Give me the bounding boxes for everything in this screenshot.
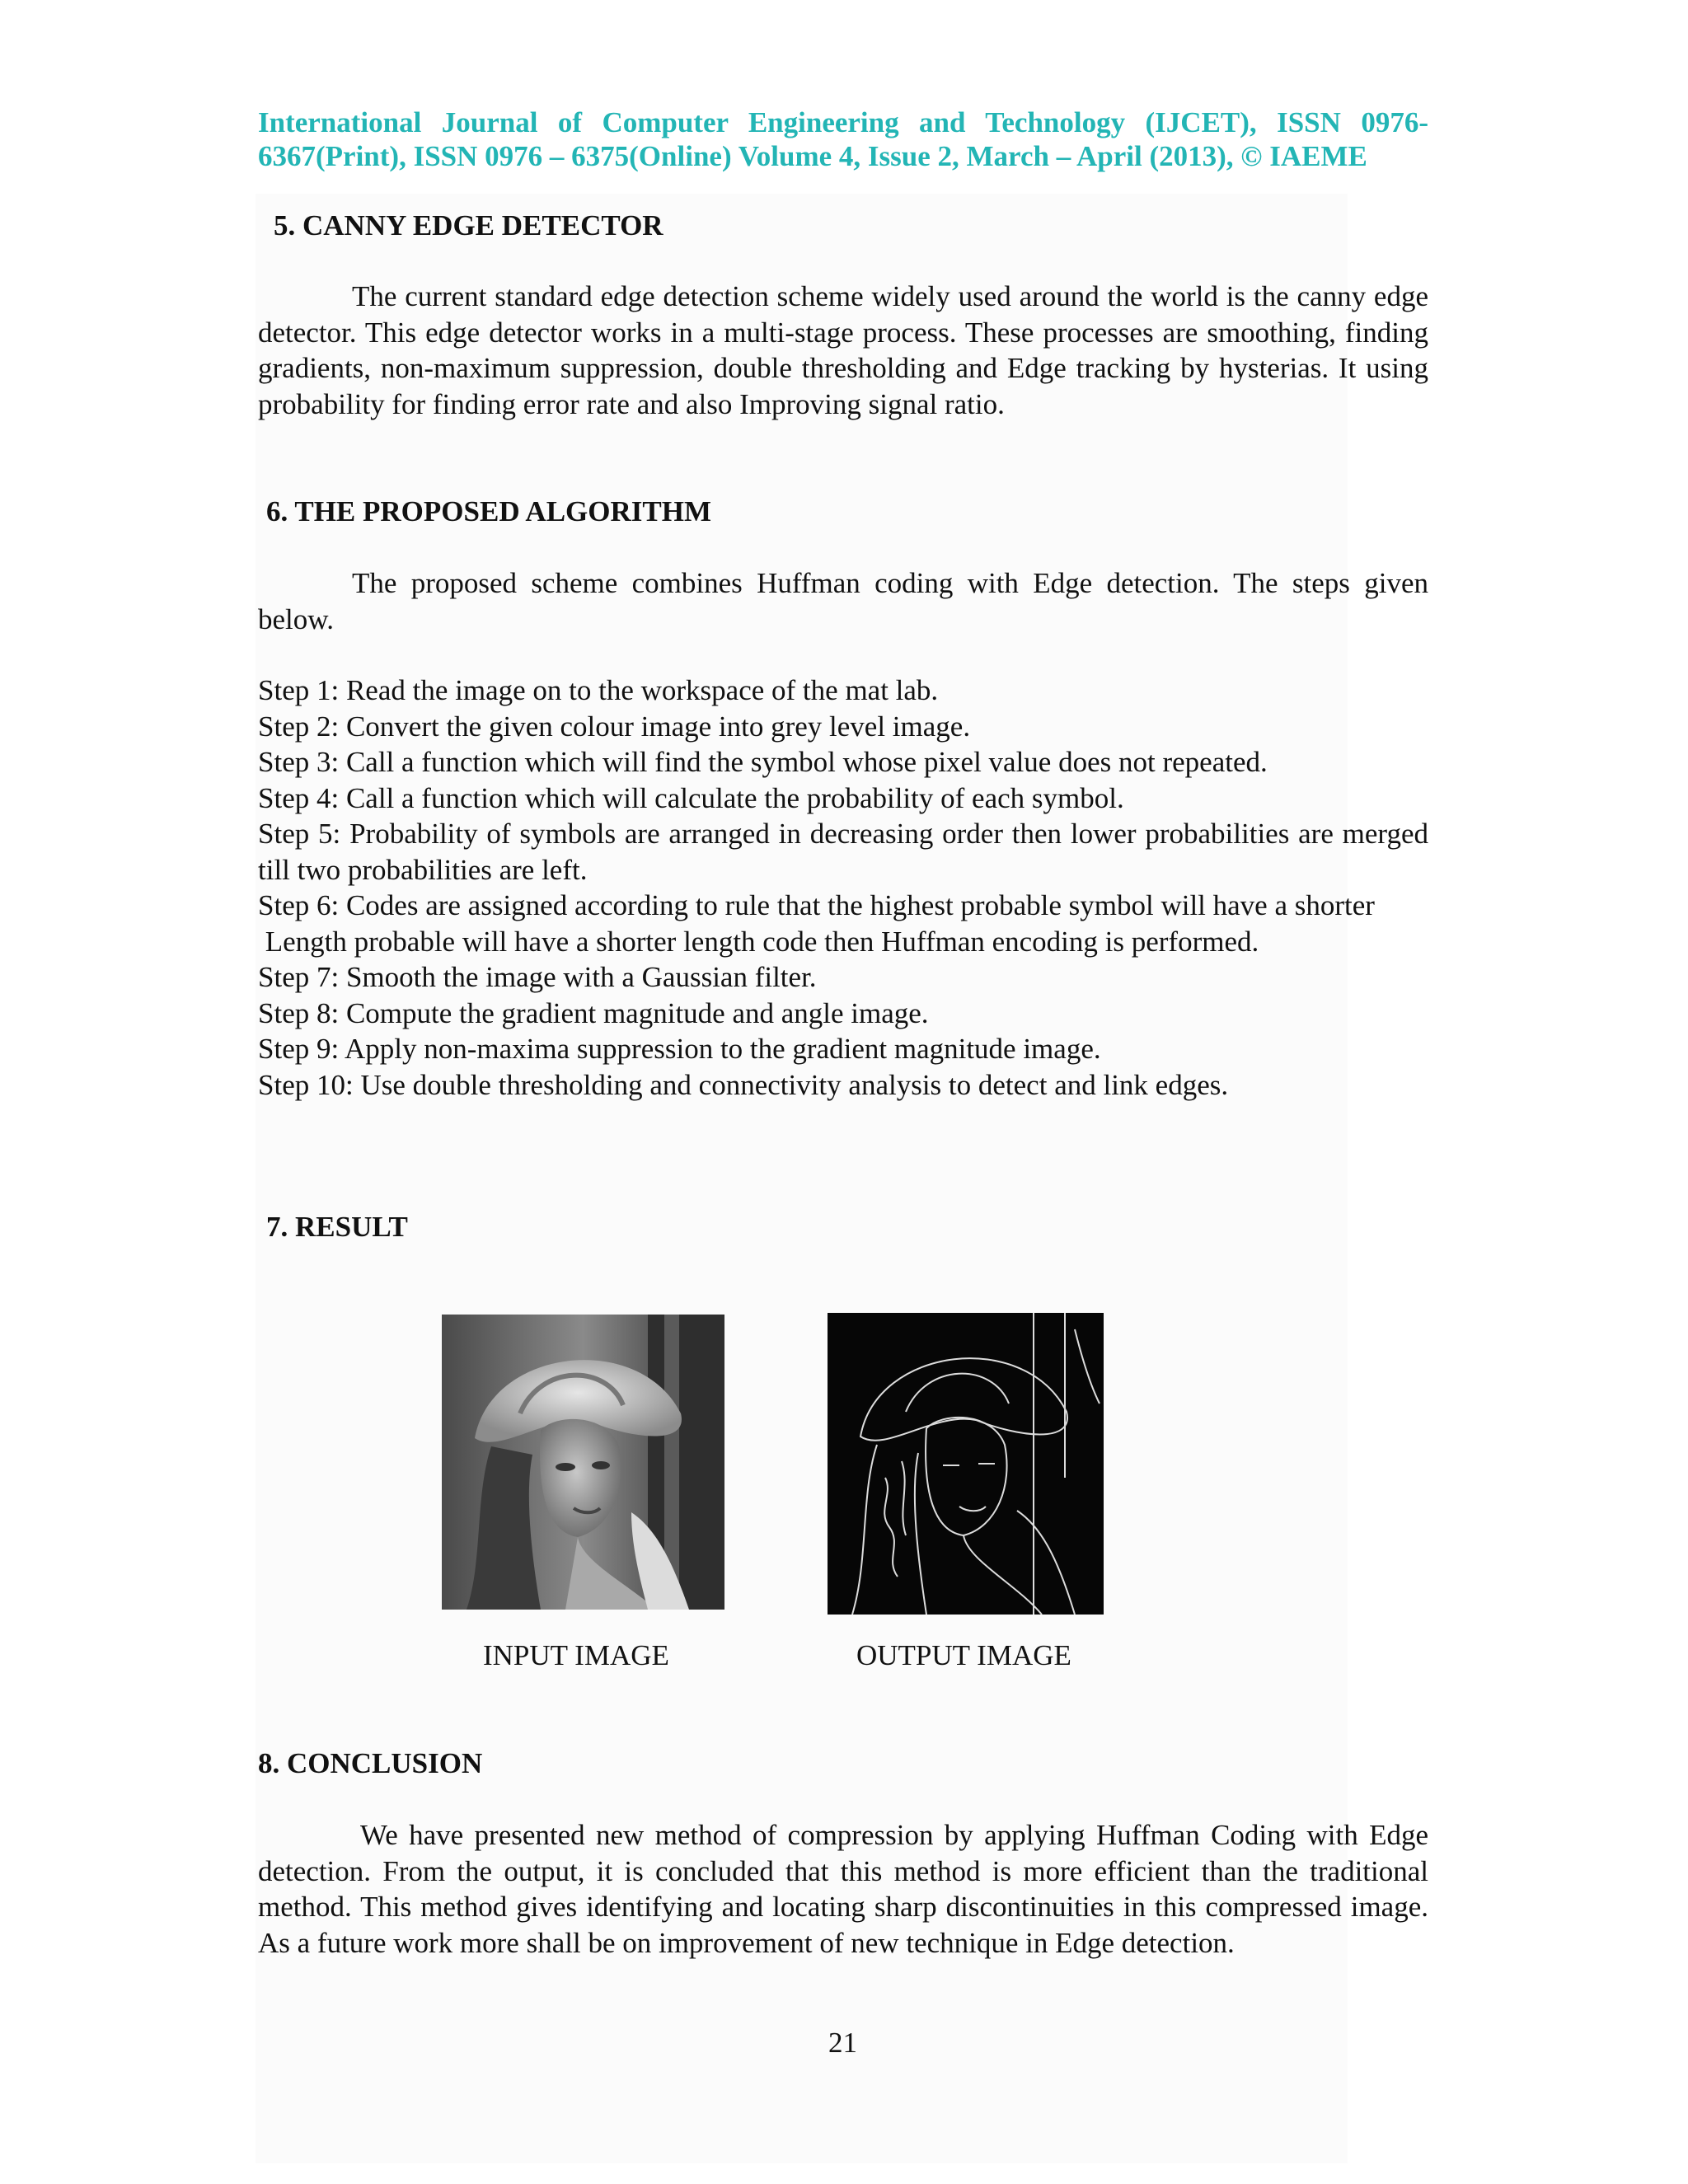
step-7: Step 7: Smooth the image with a Gaussian filter. [258, 961, 817, 993]
journal-header-line-2: 6367(Print), ISSN 0976 – 6375(Online) Volume 4, Issue 2, March – April (2013), © IAEME [258, 140, 1367, 172]
output-image [828, 1313, 1104, 1615]
step-1: Step 1: Read the image on to the workspace of the mat lab. [258, 674, 939, 706]
algorithm-intro-text: The proposed scheme combines Huffman coding with Edge detection. The steps given below. [258, 567, 1428, 635]
step-10: Step 10: Use double thresholding and connectivity analysis to detect and link edges. [258, 1068, 1229, 1101]
input-image-caption: INPUT IMAGE [483, 1639, 669, 1671]
input-image [442, 1315, 724, 1610]
output-image-caption: OUTPUT IMAGE [856, 1639, 1071, 1671]
page-number: 21 [828, 2027, 857, 2059]
algorithm-intro-paragraph [258, 565, 1428, 637]
conclusion-paragraph [258, 1817, 1428, 1961]
algorithm-steps-list [258, 673, 1428, 1103]
journal-header-line-1: International Journal of Computer Engineering and Technology (IJCET), ISSN 0976- [258, 106, 1428, 138]
conclusion-paragraph-text: We have presented new method of compression by applying Huffman Coding with Edge detection. From the output, it is concluded that this method is more efficient than the traditional method. This method gives identifying and locating sharp discontinuities in this compressed image. As a future work more shall be on improvement of new technique in Edge detection. [258, 1819, 1428, 1959]
step-4: Step 4: Call a function which will calculate the probability of each symbol. [258, 781, 1124, 814]
canny-paragraph-text: The current standard edge detection scheme widely used around the world is the canny edge detector. This edge detector works in a multi-stage process. These processes are smoothing, finding gradients, non-maximum suppression, double thresholding and Edge tracking by hysterias. It using probability for finding error rate and also Improving signal ratio. [258, 280, 1428, 420]
step-3: Step 3: Call a function which will find the symbol whose pixel value does not repeated. [258, 746, 1268, 778]
step-2: Step 2: Convert the given colour image into grey level image. [258, 710, 971, 743]
step-9: Step 9: Apply non-maxima suppression to the gradient magnitude image. [258, 1033, 1101, 1065]
section-heading-result: 7. RESULT [266, 1211, 408, 1243]
canny-paragraph [258, 279, 1428, 422]
section-heading-algorithm: 6. THE PROPOSED ALGORITHM [266, 495, 711, 527]
step-8: Step 8: Compute the gradient magnitude and angle image. [258, 996, 929, 1029]
step-5: Step 5: Probability of symbols are arranged in decreasing order then lower probabilities are merged till two probabilities are left. [258, 818, 1428, 886]
section-heading-conclusion: 8. CONCLUSION [258, 1747, 483, 1779]
journal-header [258, 105, 1428, 173]
section-heading-canny: 5. CANNY EDGE DETECTOR [274, 209, 663, 241]
step-6: Step 6: Codes are assigned according to rule that the highest probable symbol will have a shorter [258, 889, 1375, 921]
step-6-continuation: Length probable will have a shorter length code then Huffman encoding is performed. [258, 925, 1259, 958]
